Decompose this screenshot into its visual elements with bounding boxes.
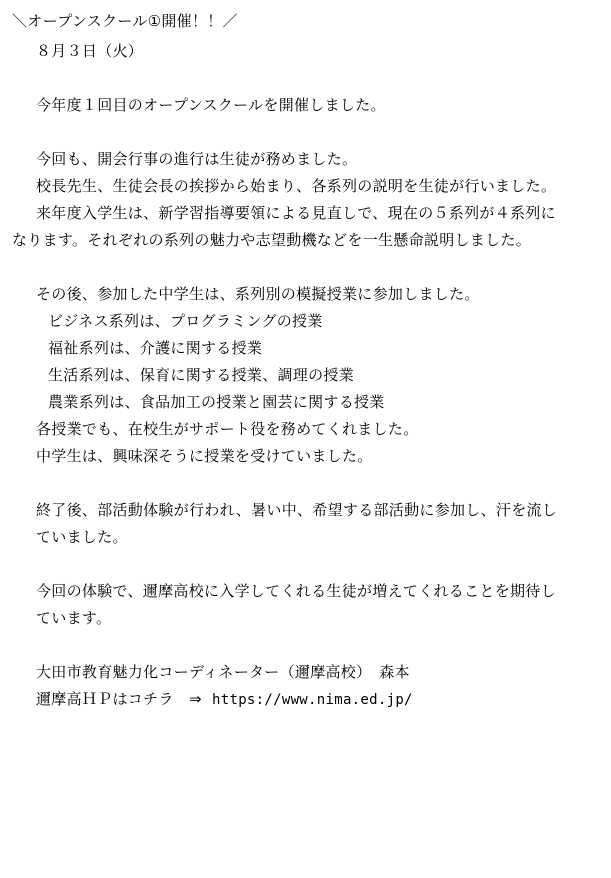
- homepage-line: [36, 688, 413, 711]
- author-signature: 大田市教育魅力化コーディネーター（邇摩高校） 森本: [36, 663, 410, 681]
- paragraph-text: 終了後、部活動体験が行われ、暑い中、希望する部活動に参加し、汗を流し: [36, 501, 558, 519]
- paragraph-text: 各授業でも、在校生がサポート役を務めてくれました。: [36, 420, 419, 438]
- document-title: ＼オープンスクール①開催！！／: [12, 12, 238, 30]
- homepage-link[interactable]: https://www.nima.ed.jp/: [212, 692, 413, 708]
- paragraph-text: 今回の体験で、邇摩高校に入学してくれる生徒が増えてくれることを期待し: [36, 582, 556, 600]
- class-list-item: ビジネス系列は、プログラミングの授業: [48, 312, 323, 330]
- paragraph-text: 中学生は、興味深そうに授業を受けていました。: [36, 447, 373, 465]
- paragraph-text: ていました。: [36, 528, 128, 546]
- paragraph-text: ています。: [36, 609, 112, 627]
- paragraph-text: 今回も、開会行事の進行は生徒が務めました。: [36, 150, 358, 168]
- paragraph-text: なります。それぞれの系列の魅力や志望動機などを一生懸命説明しました。: [12, 231, 532, 249]
- event-date: ８月３日（火）: [36, 42, 144, 60]
- paragraph-text: 校長先生、生徒会長の挨拶から始まり、各系列の説明を生徒が行いました。: [36, 177, 557, 195]
- class-list-item: 福祉系列は、介護に関する授業: [48, 339, 263, 357]
- paragraph-text: 来年度入学生は、新学習指導要領による見直しで、現在の５系列が４系列に: [36, 204, 556, 222]
- paragraph-text: その後、参加した中学生は、系列別の模擬授業に参加しました。: [36, 285, 480, 303]
- class-list-item: 農業系列は、食品加工の授業と園芸に関する授業: [48, 393, 385, 411]
- intro-text: 今年度１回目のオープンスクールを開催しました。: [36, 96, 386, 114]
- class-list-item: 生活系列は、保育に関する授業、調理の授業: [48, 366, 355, 384]
- homepage-label: 邇摩高ＨＰはコチラ ⇒: [36, 690, 202, 708]
